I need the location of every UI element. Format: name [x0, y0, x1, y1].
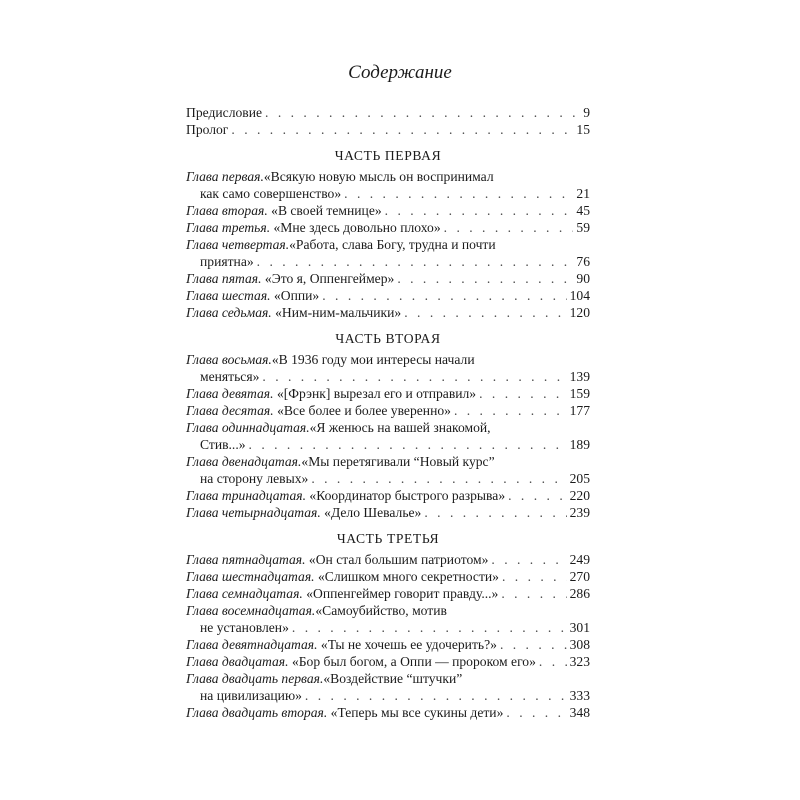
- chapter-entry: [186, 602, 590, 636]
- chapter-entry: [186, 219, 590, 236]
- part-heading: ЧАСТЬ ВТОРАЯ: [335, 331, 441, 346]
- dot-leader: [262, 368, 566, 385]
- toc-entry: [186, 121, 590, 138]
- toc-page-number: 21: [576, 186, 590, 201]
- chapter-line: [186, 585, 590, 602]
- chapter-entry: [186, 636, 590, 653]
- chapter-line: [186, 453, 590, 470]
- chapter-title-continued: на сторону левых»: [200, 471, 309, 486]
- chapter-entry: [186, 504, 590, 521]
- chapter-line: [186, 568, 590, 585]
- toc-page-number: 45: [576, 203, 590, 218]
- chapter-label: Глава восьмая.: [186, 352, 272, 367]
- toc-page-number: 333: [569, 688, 590, 703]
- chapter-line: [186, 487, 590, 504]
- chapter-line: [186, 636, 590, 653]
- chapter-line: [186, 504, 590, 521]
- page-title: Содержание: [348, 62, 452, 83]
- chapter-label: Глава девятнадцатая.: [186, 637, 318, 652]
- chapter-line: [186, 287, 590, 304]
- chapter-title: «Теперь мы все сукины дети»: [330, 705, 504, 720]
- chapter-label: Глава двадцать вторая.: [186, 705, 328, 720]
- chapter-entry: [186, 487, 590, 504]
- dot-leader: [539, 653, 567, 670]
- dot-leader: [501, 585, 566, 602]
- chapter-line: [186, 185, 590, 202]
- dot-leader: [502, 568, 567, 585]
- chapter-title: «Бор был богом, а Оппи — пророком его»: [291, 654, 536, 669]
- chapter-label: Глава четырнадцатая.: [186, 505, 321, 520]
- chapter-title-continued: на цивилизацию»: [200, 688, 302, 703]
- toc-page-number: 90: [576, 271, 590, 286]
- chapter-label: Глава восемнадцатая.: [186, 603, 316, 618]
- chapter-label: Глава шестнадцатая.: [186, 569, 315, 584]
- dot-leader: [479, 385, 567, 402]
- chapter-title: «Мне здесь довольно плохо»: [273, 220, 441, 235]
- chapter-title: «Слишком много секретности»: [317, 569, 499, 584]
- chapter-line: [186, 670, 590, 687]
- chapter-label: Глава вторая.: [186, 203, 268, 218]
- dot-leader: [424, 504, 566, 521]
- chapter-title: «Оппенгеймер говорит правду...»: [306, 586, 499, 601]
- chapter-title: «Все более и более уверенно»: [277, 403, 451, 418]
- toc-page-number: 348: [569, 705, 590, 720]
- part-section: [186, 530, 590, 721]
- chapter-line: [186, 687, 590, 704]
- chapter-label: Глава десятая.: [186, 403, 274, 418]
- chapter-line: [186, 270, 590, 287]
- toc-page-number: 104: [569, 288, 590, 303]
- toc-page-number: 76: [576, 254, 590, 269]
- toc-entry-title: Предисловие: [186, 105, 263, 120]
- chapter-entry: [186, 236, 590, 270]
- chapter-line: [186, 168, 590, 185]
- chapter-label: Глава семнадцатая.: [186, 586, 303, 601]
- dot-leader: [265, 104, 580, 121]
- toc-page-number: 189: [569, 437, 590, 452]
- chapter-label: Глава четвертая.: [186, 237, 290, 252]
- dot-leader: [249, 436, 567, 453]
- chapter-entry: [186, 385, 590, 402]
- chapter-line: [186, 653, 590, 670]
- dot-leader: [397, 270, 573, 287]
- toc-page-number: 308: [569, 637, 590, 652]
- chapter-line: [186, 368, 590, 385]
- chapter-entry: [186, 670, 590, 704]
- chapter-line: [186, 436, 590, 453]
- dot-leader: [344, 185, 573, 202]
- chapter-title: «Это я, Оппенгеймер»: [264, 271, 395, 286]
- chapter-title: «Ты не хочешь ее удочерить?»: [320, 637, 497, 652]
- chapter-title: «В своей темнице»: [271, 203, 382, 218]
- chapter-entry: [186, 202, 590, 219]
- chapter-entry: [186, 704, 590, 721]
- chapter-line: [186, 551, 590, 568]
- chapter-entry: [186, 585, 590, 602]
- chapter-title: «Всякую новую мысль он воспринимал: [263, 169, 494, 184]
- chapter-entry: [186, 351, 590, 385]
- toc-page-number: 177: [569, 403, 590, 418]
- chapter-title: «Я женюсь на вашей знакомой,: [309, 420, 491, 435]
- chapter-line: [186, 470, 590, 487]
- toc-entry: [186, 104, 590, 121]
- dot-leader: [500, 636, 567, 653]
- toc-page-number: 205: [569, 471, 590, 486]
- chapter-line: [186, 385, 590, 402]
- chapter-entry: [186, 551, 590, 568]
- part-heading: ЧАСТЬ ТРЕТЬЯ: [336, 531, 440, 546]
- toc-page-number: 159: [569, 386, 590, 401]
- toc-page-number: 139: [569, 369, 590, 384]
- chapter-title: «Мы перетягивали “Новый курс”: [301, 454, 495, 469]
- toc-page-number: 120: [569, 305, 590, 320]
- chapter-entry: [186, 287, 590, 304]
- chapter-title: «Воздействие “штучки”: [323, 671, 463, 686]
- chapter-line: [186, 704, 590, 721]
- chapter-title: «Работа, слава Богу, трудна и почти: [289, 237, 496, 252]
- chapter-title: «Самоубийство, мотив: [315, 603, 447, 618]
- chapter-line: [186, 402, 590, 419]
- chapter-label: Глава шестая.: [186, 288, 271, 303]
- toc-page-number: 286: [569, 586, 590, 601]
- chapter-line: [186, 304, 590, 321]
- chapter-line: [186, 619, 590, 636]
- dot-leader: [506, 704, 566, 721]
- chapter-line: [186, 419, 590, 436]
- chapter-title: «[Фрэнк] вырезал его и отправил»: [276, 386, 477, 401]
- chapter-label: Глава третья.: [186, 220, 271, 235]
- chapter-label: Глава двадцать первая.: [186, 671, 324, 686]
- table-of-contents: [186, 104, 590, 721]
- dot-leader: [508, 487, 566, 504]
- dot-leader: [385, 202, 574, 219]
- toc-page-number: 220: [569, 488, 590, 503]
- chapter-entry: [186, 270, 590, 287]
- chapter-label: Глава пятая.: [186, 271, 262, 286]
- chapter-title: «В 1936 году мои интересы начали: [271, 352, 475, 367]
- chapter-entry: [186, 568, 590, 585]
- toc-page-number: 323: [569, 654, 590, 669]
- chapter-entry: [186, 653, 590, 670]
- chapter-line: [186, 351, 590, 368]
- chapter-entry: [186, 419, 590, 453]
- dot-leader: [454, 402, 567, 419]
- chapter-line: [186, 602, 590, 619]
- chapter-entry: [186, 453, 590, 487]
- chapter-label: Глава седьмая.: [186, 305, 272, 320]
- chapter-label: Глава двадцатая.: [186, 654, 289, 669]
- chapter-line: [186, 219, 590, 236]
- toc-page-number: 9: [583, 105, 590, 120]
- chapter-title-continued: приятна»: [200, 254, 254, 269]
- dot-leader: [311, 470, 566, 487]
- dot-leader: [231, 121, 573, 138]
- dot-leader: [491, 551, 566, 568]
- part-section: [186, 147, 590, 321]
- dot-leader: [292, 619, 567, 636]
- chapter-title: «Координатор быстрого разрыва»: [309, 488, 506, 503]
- chapter-line: [186, 236, 590, 253]
- dot-leader: [257, 253, 574, 270]
- chapter-line: [186, 253, 590, 270]
- chapter-entry: [186, 168, 590, 202]
- chapter-entry: [186, 304, 590, 321]
- dot-leader: [444, 219, 574, 236]
- chapter-label: Глава девятая.: [186, 386, 274, 401]
- dot-leader: [305, 687, 567, 704]
- chapter-title-continued: меняться»: [200, 369, 260, 384]
- part-section: [186, 330, 590, 521]
- chapter-label: Глава одиннадцатая.: [186, 420, 310, 435]
- chapter-title: «Дело Шевалье»: [324, 505, 422, 520]
- dot-leader: [322, 287, 566, 304]
- chapter-title-continued: Стив...»: [200, 437, 246, 452]
- toc-page-number: 59: [576, 220, 590, 235]
- parts-container: [186, 147, 590, 721]
- part-heading: ЧАСТЬ ПЕРВАЯ: [334, 148, 442, 163]
- chapter-title: «Он стал большим патриотом»: [308, 552, 489, 567]
- chapter-label: Глава двенадцатая.: [186, 454, 302, 469]
- toc-page-number: 239: [569, 505, 590, 520]
- chapter-title: «Ним-ним-мальчики»: [275, 305, 402, 320]
- toc-page-number: 270: [569, 569, 590, 584]
- toc-page-number: 301: [569, 620, 590, 635]
- dot-leader: [404, 304, 566, 321]
- chapter-label: Глава пятнадцатая.: [186, 552, 306, 567]
- toc-page-number: 15: [576, 122, 590, 137]
- chapter-label: Глава тринадцатая.: [186, 488, 306, 503]
- toc-page-number: 249: [569, 552, 590, 567]
- chapter-label: Глава первая.: [186, 169, 264, 184]
- chapter-title: «Оппи»: [273, 288, 320, 303]
- chapter-title-continued: как само совершенство»: [200, 186, 342, 201]
- chapter-entry: [186, 402, 590, 419]
- chapter-line: [186, 202, 590, 219]
- chapter-title-continued: не установлен»: [200, 620, 289, 635]
- toc-entry-title: Пролог: [186, 122, 229, 137]
